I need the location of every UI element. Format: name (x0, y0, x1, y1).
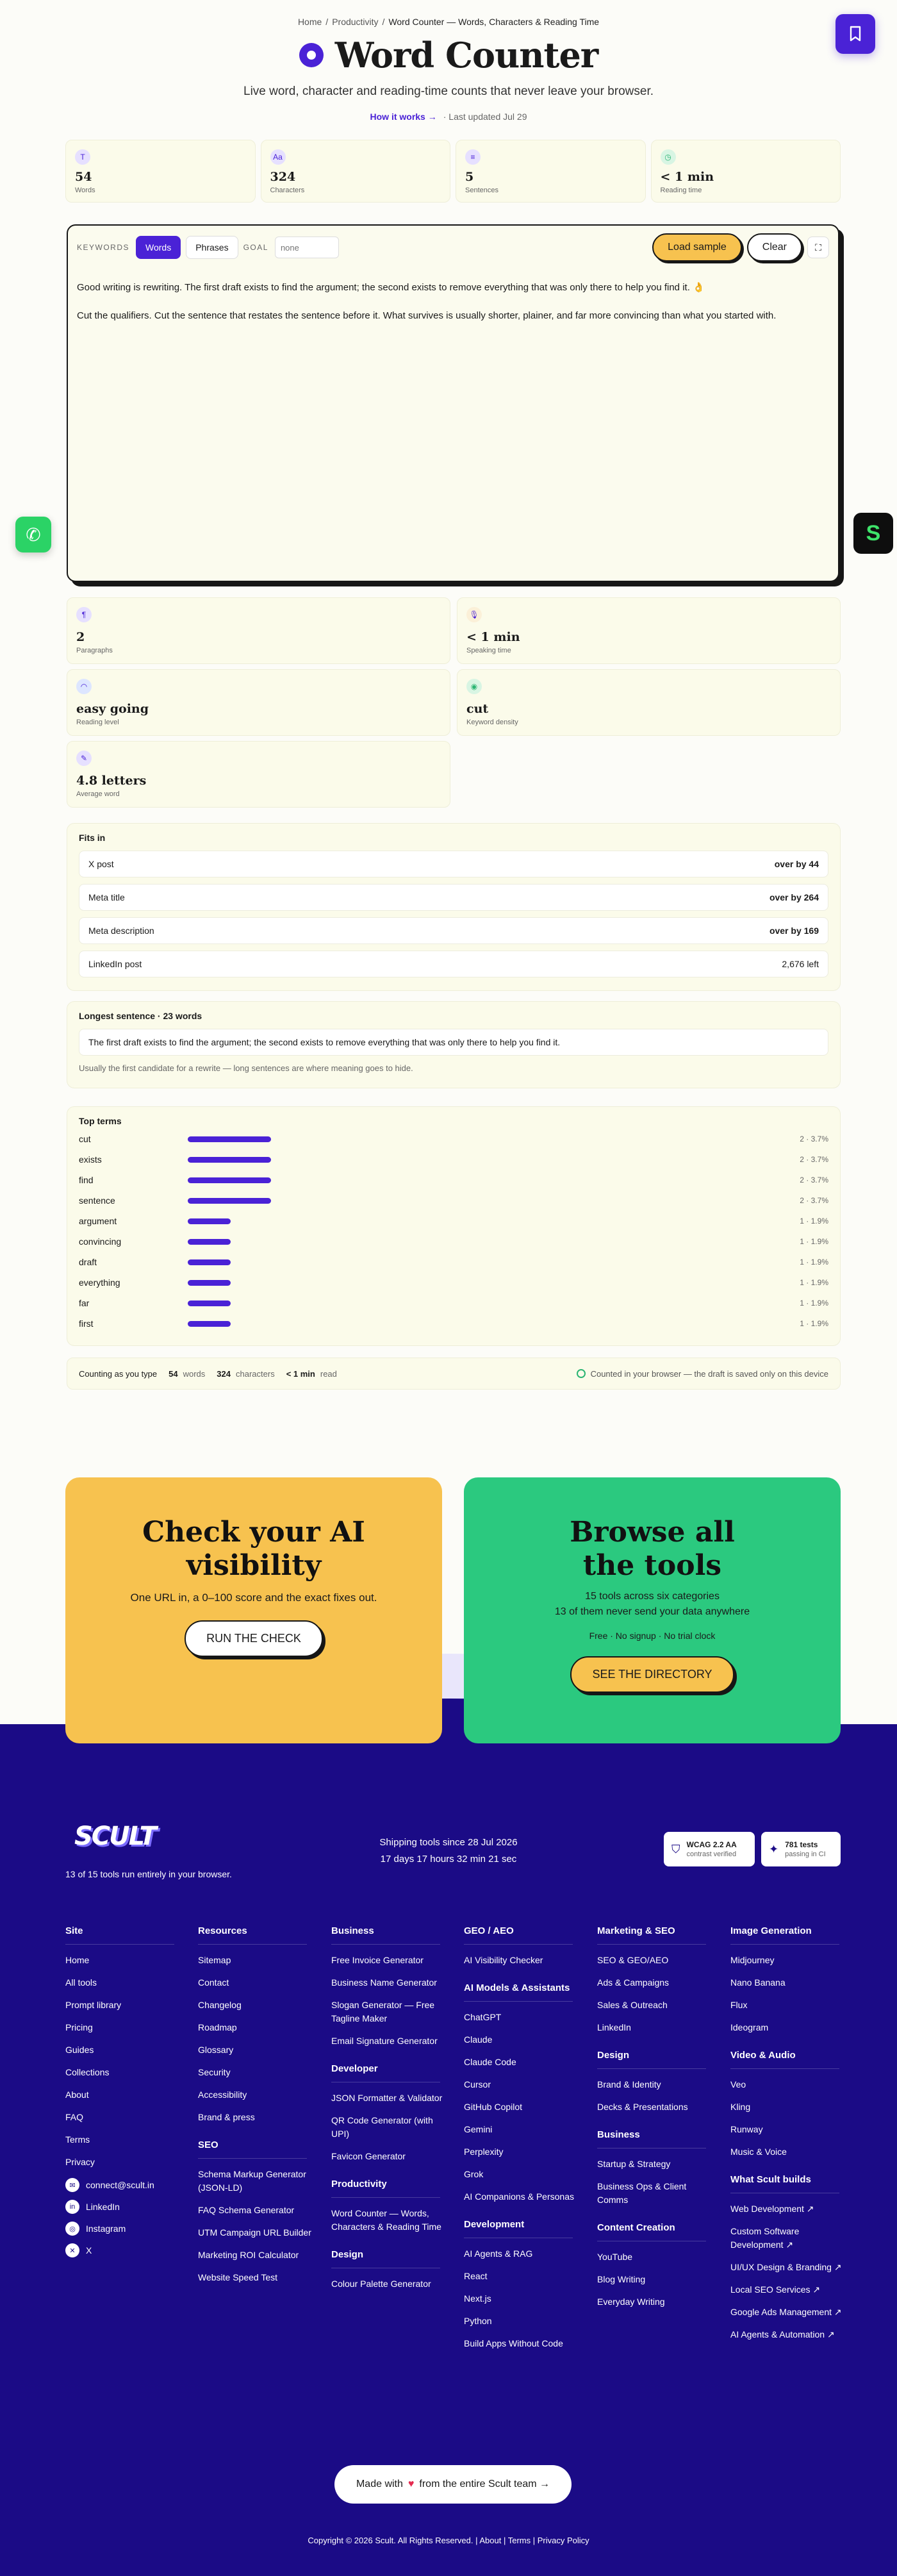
instagram-icon: ◎ (65, 2222, 79, 2236)
term-bar (188, 1218, 231, 1224)
run-check-button[interactable]: RUN THE CHECK (185, 1620, 323, 1657)
privacy-note: Counted in your browser — the draft is saved only on this device (590, 1368, 828, 1379)
editor-paragraph: Cut the qualifiers. Cut the sentence that restates the sentence before it. What survives is usually shorter, plainer, and far more convincing than what you started with. (77, 310, 777, 321)
footer-link[interactable]: GitHub Copilot (464, 2102, 523, 2112)
term-bar (188, 1321, 231, 1327)
stat-sentences (456, 140, 646, 203)
footer-link[interactable]: Changelog (198, 2000, 242, 2010)
footer-link-list (464, 1954, 579, 1967)
editor-toolbar (77, 235, 829, 260)
term-label: sentence (79, 1195, 115, 1206)
footer-link[interactable]: AI Visibility Checker (464, 1955, 543, 1965)
clear-button[interactable]: Clear (747, 233, 802, 262)
footer-link[interactable]: React (464, 2271, 488, 2281)
footer-col-business: Business Free Invoice Generator Business Name Generator Slogan Generator — Free Tagline Maker Email Signature Generator Developer JSON Formatter & Validator QR Code Generator (with UPI) Favicon Generator Productivity Word Counter — Words, Characters & Reading Time Design Colour Palette Generator (331, 1925, 447, 2300)
footer-link[interactable]: Build Apps Without Code (464, 2338, 563, 2348)
footer-link[interactable]: Privacy (65, 2157, 95, 2167)
metric-value: 4.8 letters (76, 774, 147, 788)
metric-speaking-time (457, 597, 841, 664)
shield-check-icon (577, 1369, 586, 1378)
shield-icon: ⛉ (671, 1842, 680, 1856)
footer-link[interactable]: Blog Writing (597, 2274, 646, 2284)
footer-link[interactable]: Brand & Identity (597, 2079, 661, 2090)
footer-link-list (65, 1954, 181, 2169)
microphone-icon: 🎙 (466, 607, 482, 622)
footer-link[interactable]: Grok (464, 2169, 484, 2179)
stat-reading-time (651, 140, 841, 203)
fits-in-card (67, 823, 841, 991)
footer-col-resources: Resources Sitemap Contact Changelog Roadmap Glossary Security Accessibility Brand & press SEO Schema Markup Generator (JSON-LD) FAQ Schema Generator UTM Campaign URL Builder Marketing ROI Calculator Website Speed Test (198, 1925, 313, 2293)
sparkle-icon: ✦ (769, 1842, 779, 1856)
footer-link[interactable]: Security (198, 2067, 231, 2077)
count-words: 54 (169, 1368, 178, 1379)
footer-link-list (597, 2157, 712, 2207)
metric-label: Keyword density (466, 719, 518, 726)
expand-icon[interactable]: ⛶ (807, 237, 829, 258)
longest-title: Longest sentence · 23 words (79, 1011, 202, 1021)
footer-col-site: Site Home All tools Prompt library Pricing Guides Collections About FAQ Terms Privacy ✉ connect@scult.in in LinkedIn ◎ Instagram ✕ X (65, 1925, 181, 2265)
term-count: 1 · 1.9% (800, 1237, 828, 1246)
footer-link[interactable]: Runway (730, 2124, 763, 2134)
cta-text: 15 tools across six categories 13 of them never send your data anywhere (554, 1591, 750, 1617)
footer-link[interactable]: About (65, 2090, 89, 2100)
longest-sentence: The first draft exists to find the argument; the second exists to remove everything that was only there to help you find it. (79, 1029, 828, 1056)
browse-tools-cta (464, 1477, 841, 1743)
footer-link[interactable]: Ideogram (730, 2022, 769, 2032)
footer-link[interactable]: Perplexity (464, 2147, 504, 2157)
wcag-badge: ⛉ WCAG 2.2 AA contrast verified (664, 1832, 755, 1866)
text-icon: T (75, 149, 90, 165)
goal-input[interactable] (275, 237, 339, 258)
footer-link[interactable]: AI Agents & Automation ↗ (730, 2329, 835, 2339)
footer-link-list (597, 1954, 712, 2034)
footer-link[interactable]: Accessibility (198, 2090, 247, 2100)
pencil-icon: ✎ (76, 751, 92, 766)
stat-label: Words (75, 187, 95, 194)
footer-link[interactable]: All tools (65, 1977, 97, 1988)
term-bar (188, 1198, 271, 1204)
term-count: 2 · 3.7% (800, 1155, 828, 1164)
term-label: cut (79, 1134, 91, 1144)
keywords-words-tab[interactable]: Words (136, 236, 181, 259)
top-terms-title: Top terms (79, 1116, 122, 1126)
term-label: argument (79, 1216, 117, 1226)
metric-average-word (67, 741, 450, 808)
term-bar (188, 1157, 271, 1163)
target-icon: ◉ (466, 679, 482, 694)
term-row (79, 1190, 828, 1211)
metric-value: < 1 min (466, 630, 520, 644)
stat-value: < 1 min (660, 170, 714, 184)
top-terms-list (79, 1129, 828, 1334)
mail-icon: ✉ (65, 2178, 79, 2192)
sentences-icon: ≡ (465, 149, 481, 165)
footer-link-list (198, 2168, 313, 2284)
breadcrumb-current: Word Counter — Words, Characters & Reading Time (388, 17, 600, 27)
fit-row: LinkedIn post 2,676 left (79, 951, 828, 977)
metric-paragraphs (67, 597, 450, 664)
footer-link-list (730, 2078, 846, 2159)
linkedin-icon: in (65, 2200, 79, 2214)
footer-link-list (464, 2011, 579, 2204)
x-link[interactable]: ✕ X (65, 2243, 181, 2257)
footer-link[interactable]: Sales & Outreach (597, 2000, 668, 2010)
stat-words (65, 140, 256, 203)
footer-link[interactable]: Python (464, 2316, 492, 2326)
stat-value: 324 (270, 170, 296, 184)
whatsapp-button[interactable] (15, 517, 51, 553)
footer-link[interactable]: Terms (65, 2134, 90, 2145)
footer-link[interactable]: Collections (65, 2067, 110, 2077)
counting-bar: Counting as you type 54 words 324 characters < 1 min read Counted in your browser — the draft is saved only on this device (67, 1358, 841, 1390)
footer-link[interactable]: SEO & GEO/AEO (597, 1955, 669, 1965)
term-row (79, 1252, 828, 1272)
copyright: Copyright © 2026 Scult. All Rights Reserved. | About | Terms | Privacy Policy (308, 2536, 589, 2545)
load-sample-button[interactable]: Load sample (652, 233, 742, 262)
tests-badge: ✦ 781 tests passing in CI (761, 1832, 841, 1866)
footer-link-list (730, 2202, 846, 2341)
page-meta (0, 112, 897, 122)
footer-link[interactable]: Kling (730, 2102, 751, 2112)
term-label: everything (79, 1277, 120, 1288)
footer-link[interactable]: YouTube (597, 2252, 633, 2262)
footer-link[interactable]: Local SEO Services ↗ (730, 2284, 821, 2295)
cta-text: One URL in, a 0–100 score and the exact fixes out. (130, 1591, 377, 1604)
cta-title: Check your AI visibility (142, 1516, 365, 1582)
term-row (79, 1170, 828, 1190)
stat-characters (261, 140, 451, 203)
footer-link[interactable]: Website Speed Test (198, 2272, 278, 2282)
footer-link[interactable]: Slogan Generator — Free Tagline Maker (331, 2000, 435, 2023)
term-label: find (79, 1175, 94, 1185)
footer-link-list (331, 1954, 447, 2048)
made-with-button[interactable]: Made with ♥ from the entire Scult team → (334, 2465, 572, 2504)
editor-paragraph: Good writing is rewriting. The first draft exists to find the argument; the second exists to remove everything that was only there to help you find it. 👌 (77, 282, 705, 293)
footer-link[interactable]: Pricing (65, 2022, 93, 2032)
footer-link[interactable]: Cursor (464, 2079, 491, 2090)
footer-link[interactable]: Veo (730, 2079, 746, 2090)
keywords-phrases-tab[interactable]: Phrases (186, 236, 238, 259)
footer-link[interactable]: Marketing ROI Calculator (198, 2250, 299, 2260)
footer-link[interactable]: Music & Voice (730, 2147, 787, 2157)
footer-link[interactable]: Free Invoice Generator (331, 1955, 424, 1965)
footer-col-geo: GEO / AEO AI Visibility Checker AI Models & Assistants ChatGPT Claude Claude Code Cursor GitHub Copilot Gemini Perplexity Grok AI Companions & Personas Development AI Agents & RAG React Next.js Python Build Apps Without Code (464, 1925, 579, 2359)
breadcrumb: Home / Productivity / Word Counter — Words, Characters & Reading Time (297, 17, 600, 27)
footer-link[interactable]: Guides (65, 2045, 94, 2055)
footer-link[interactable]: ChatGPT (464, 2012, 502, 2022)
term-row (79, 1231, 828, 1252)
term-row (79, 1313, 828, 1334)
term-count: 1 · 1.9% (800, 1258, 828, 1267)
term-count: 2 · 3.7% (800, 1196, 828, 1205)
term-label: first (79, 1318, 94, 1329)
page-title: Word Counter (334, 35, 598, 76)
count-read: < 1 min (286, 1368, 315, 1379)
footer-link[interactable]: Contact (198, 1977, 229, 1988)
footer-link[interactable]: Schema Markup Generator (JSON-LD) (198, 2169, 306, 2193)
footer-link[interactable]: Home (65, 1955, 90, 1965)
metric-keyword-density (457, 669, 841, 736)
footer-link[interactable]: Midjourney (730, 1955, 775, 1965)
page-header (0, 35, 897, 76)
term-row (79, 1149, 828, 1170)
heart-icon: ♥ (407, 2479, 415, 2489)
metrics-grid (67, 597, 841, 808)
footer-link[interactable]: LinkedIn (597, 2022, 631, 2032)
term-count: 1 · 1.9% (800, 1299, 828, 1308)
footer-link[interactable]: Claude (464, 2034, 493, 2045)
footer-link[interactable]: Prompt library (65, 2000, 122, 2010)
footer-link[interactable]: Nano Banana (730, 1977, 786, 1988)
footer-link[interactable]: Startup & Strategy (597, 2159, 671, 2169)
term-count: 2 · 3.7% (800, 1176, 828, 1184)
footer-link[interactable]: Brand & press (198, 2112, 255, 2122)
cta-small: Free · No signup · No trial clock (589, 1631, 716, 1641)
page-subtitle: Live word, character and reading-time counts that never leave your browser. (243, 85, 654, 98)
how-it-works-link[interactable]: How it works → (370, 112, 437, 122)
term-count: 2 · 3.7% (800, 1134, 828, 1143)
email-link[interactable]: ✉ connect@scult.in (65, 2178, 181, 2192)
term-bar (188, 1259, 231, 1265)
footer-link[interactable]: UI/UX Design & Branding ↗ (730, 2262, 842, 2272)
footer-link[interactable]: Email Signature Generator (331, 2036, 438, 2046)
footer-link[interactable]: Business Ops & Client Comms (597, 2181, 687, 2205)
longest-hint: Usually the first candidate for a rewrite — long sentences are where meaning goes to hide. (79, 1063, 413, 1073)
footer-link-list (464, 2247, 579, 2350)
footer-col-image: Image Generation Midjourney Nano Banana Flux Ideogram Video & Audio Veo Kling Runway Music & Voice What Scult builds Web Development ↗ Custom Software Development ↗ UI/UX Design & Branding ↗ Local SEO Services ↗ Google Ads Management ↗ AI Agents & Automation ↗ (730, 1925, 846, 2350)
ai-visibility-cta (65, 1477, 442, 1743)
metric-label: Speaking time (466, 647, 511, 654)
footer-tagline: 13 of 15 tools run entirely in your browser. (65, 1869, 232, 1879)
footer-link[interactable]: AI Agents & RAG (464, 2248, 533, 2259)
instagram-link[interactable]: ◎ Instagram (65, 2222, 181, 2236)
goal-label: GOAL (243, 243, 268, 252)
metric-label: Average word (76, 790, 120, 798)
scult-s-icon: S (866, 520, 881, 545)
linkedin-link[interactable]: in LinkedIn (65, 2200, 181, 2214)
footer-link[interactable]: Gemini (464, 2124, 493, 2134)
footer-link[interactable]: Web Development ↗ (730, 2204, 814, 2214)
fit-row: Meta title over by 264 (79, 884, 828, 911)
term-bar (188, 1239, 231, 1245)
see-directory-button[interactable]: SEE THE DIRECTORY (570, 1656, 734, 1693)
footer-link[interactable]: QR Code Generator (with UPI) (331, 2115, 433, 2139)
footer-link[interactable]: Ads & Campaigns (597, 1977, 670, 1988)
footer-link[interactable]: Word Counter — Words, Characters & Reading Time (331, 2208, 441, 2232)
cta-title: Browse all the tools (570, 1516, 735, 1582)
footer-link[interactable]: Next.js (464, 2293, 491, 2304)
term-bar (188, 1177, 271, 1183)
stats-row (65, 140, 841, 203)
stat-label: Sentences (465, 187, 498, 194)
fits-in-title: Fits in (79, 833, 106, 843)
term-label: far (79, 1298, 90, 1308)
footer-link[interactable]: Colour Palette Generator (331, 2279, 431, 2289)
term-row (79, 1211, 828, 1231)
term-row (79, 1293, 828, 1313)
clock-icon: ◷ (661, 149, 676, 165)
footer-link[interactable]: Favicon Generator (331, 2151, 406, 2161)
footer-link[interactable]: Claude Code (464, 2057, 516, 2067)
metric-value: 2 (76, 630, 85, 644)
term-label: convincing (79, 1236, 122, 1247)
top-terms-card (67, 1106, 841, 1346)
stat-value: 5 (465, 170, 474, 184)
term-bar (188, 1300, 231, 1306)
gauge-icon: ◠ (76, 679, 92, 694)
stat-label: Reading time (660, 187, 702, 194)
stat-value: 54 (75, 170, 92, 184)
last-updated: · Last updated Jul 29 (443, 112, 527, 122)
footer-link[interactable]: JSON Formatter & Validator (331, 2093, 443, 2103)
metric-value: easy going (76, 702, 149, 716)
characters-icon: Aa (270, 149, 286, 165)
stat-label: Characters (270, 187, 305, 194)
footer-link[interactable]: Business Name Generator (331, 1977, 437, 1988)
footer-col-marketing: Marketing & SEO SEO & GEO/AEO Ads & Campaigns Sales & Outreach LinkedIn Design Brand & Identity Decks & Presentations Business Startup & Strategy Business Ops & Client Comms Content Creation YouTube Blog Writing Everyday Writing (597, 1925, 712, 2318)
editor-textarea[interactable] (77, 281, 812, 337)
footer-link-list (730, 1954, 846, 2034)
footer-link-list (331, 2091, 447, 2163)
term-row (79, 1272, 828, 1293)
scult-widget-button[interactable] (853, 513, 893, 554)
shipping-counter: 17 days 17 hours 32 min 21 sec (380, 1854, 517, 1865)
scult-logo[interactable]: SCULT (74, 1822, 156, 1851)
fit-row: Meta description over by 169 (79, 917, 828, 944)
footer-link[interactable]: Google Ads Management ↗ (730, 2307, 842, 2317)
metric-label: Paragraphs (76, 647, 113, 654)
footer-link[interactable]: Sitemap (198, 1955, 231, 1965)
footer-link-list (331, 2277, 447, 2291)
footer-link[interactable]: Flux (730, 2000, 748, 2010)
metric-reading-level (67, 669, 450, 736)
shipping-since: Shipping tools since 28 Jul 2026 17 days 17 hours 32 min 21 sec (320, 1834, 577, 1868)
word-counter-logo-icon (299, 43, 324, 67)
footer-link-list (597, 2250, 712, 2309)
whatsapp-icon: ✆ (26, 524, 41, 545)
footer-link[interactable]: Decks & Presentations (597, 2102, 688, 2112)
breadcrumb-home[interactable]: Home (297, 17, 322, 27)
keywords-label: KEYWORDS (77, 243, 130, 252)
metric-label: Reading level (76, 719, 119, 726)
term-label: draft (79, 1257, 97, 1267)
footer-link[interactable]: Glossary (198, 2045, 234, 2055)
metric-value: cut (466, 702, 489, 716)
footer-link[interactable]: UTM Campaign URL Builder (198, 2227, 311, 2238)
footer-link-list (597, 2078, 712, 2114)
term-bar (188, 1136, 271, 1142)
paragraph-icon: ¶ (76, 607, 92, 622)
footer-link[interactable]: AI Companions & Personas (464, 2191, 574, 2202)
footer-link-list (198, 1954, 313, 2124)
x-icon: ✕ (65, 2243, 79, 2257)
footer-link[interactable]: Everyday Writing (597, 2297, 665, 2307)
term-count: 1 · 1.9% (800, 1278, 828, 1287)
text-editor-panel (67, 224, 839, 582)
fit-row: X post over by 44 (79, 851, 828, 877)
longest-sentence-card (67, 1001, 841, 1088)
social-links (65, 2178, 181, 2257)
breadcrumb-category[interactable]: Productivity (332, 17, 379, 27)
footer-link[interactable]: Roadmap (198, 2022, 237, 2032)
footer-link[interactable]: FAQ Schema Generator (198, 2205, 295, 2215)
term-count: 1 · 1.9% (800, 1217, 828, 1226)
counting-label: Counting as you type (79, 1368, 158, 1379)
footer-link[interactable]: FAQ (65, 2112, 84, 2122)
count-chars: 324 (217, 1368, 231, 1379)
term-count: 1 · 1.9% (800, 1319, 828, 1328)
term-bar (188, 1280, 231, 1286)
footer-link-list (331, 2207, 447, 2234)
term-label: exists (79, 1154, 102, 1165)
footer-link[interactable]: Custom Software Development ↗ (730, 2226, 800, 2250)
term-row (79, 1129, 828, 1149)
